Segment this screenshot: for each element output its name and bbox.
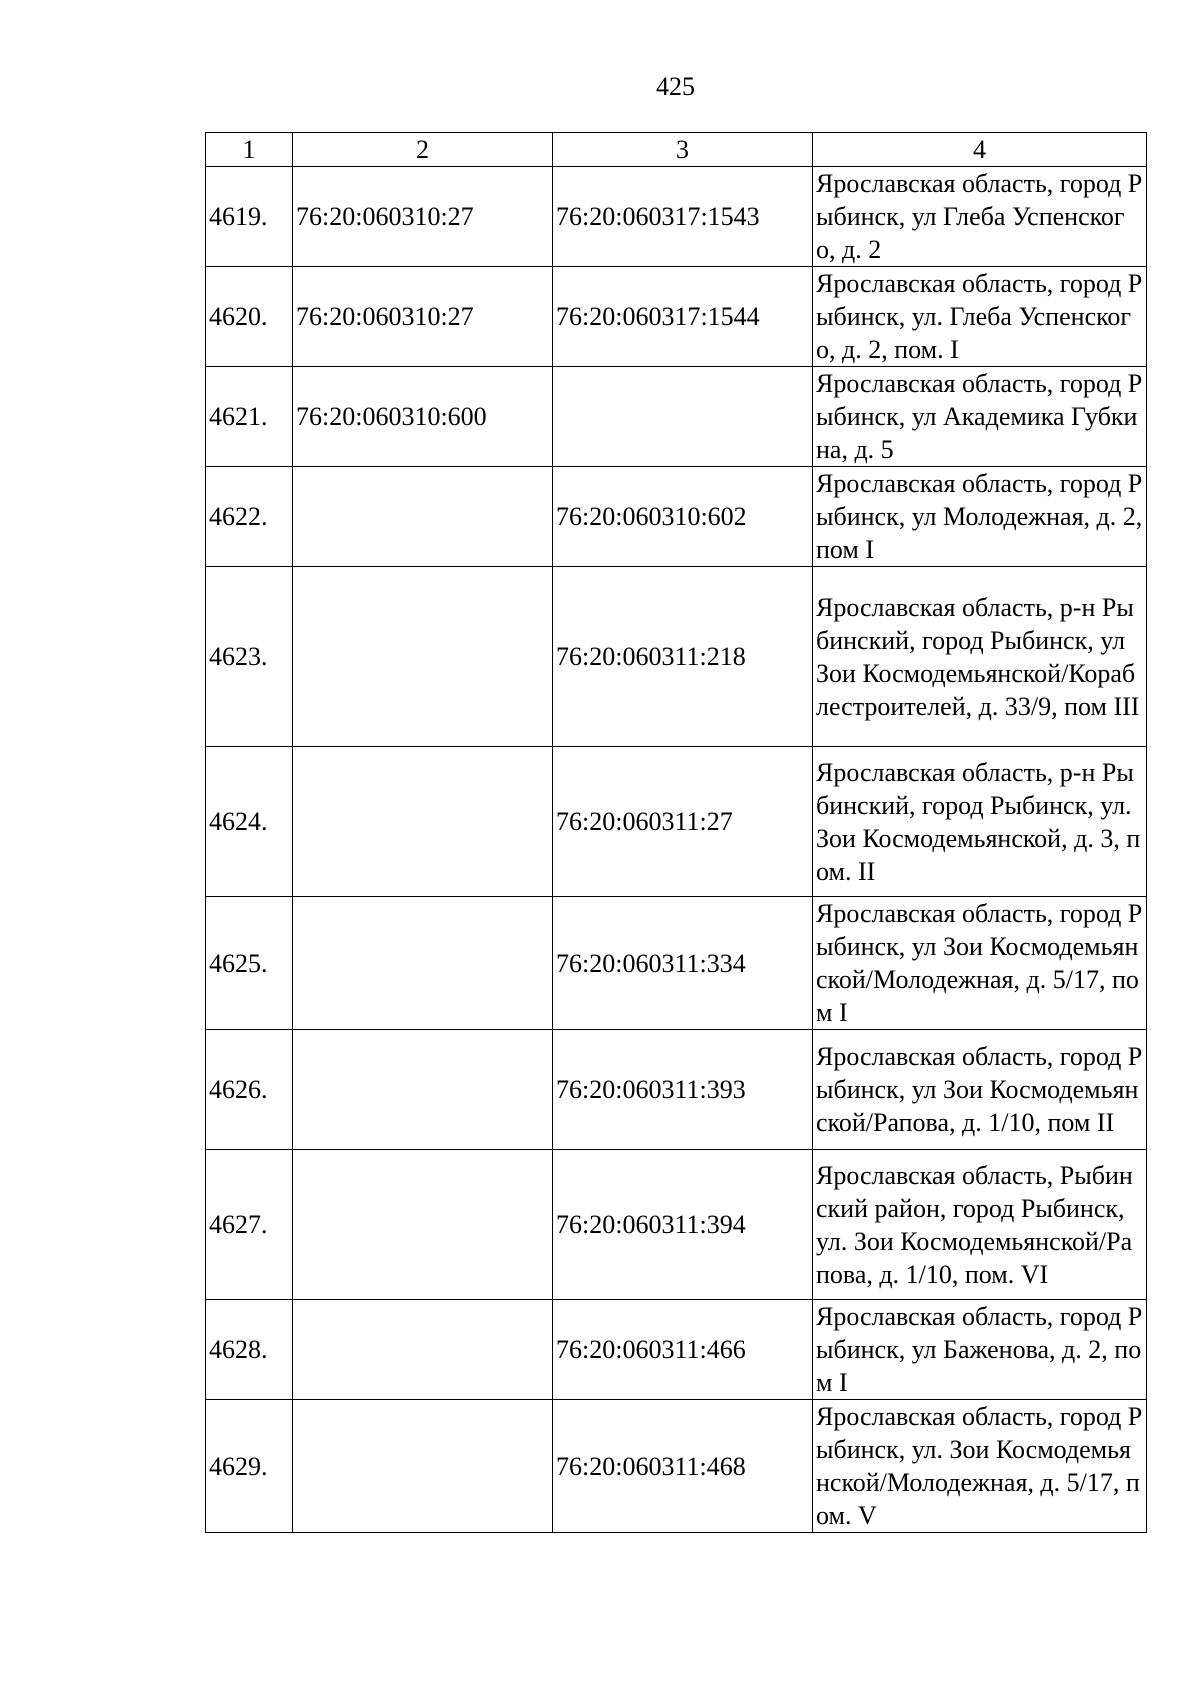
address-cell: Ярославская область, Рыбинский район, город Рыбинск, ул. Зои Космодемьянской/Рапова, д. 1/10, пом. VI xyxy=(813,1150,1147,1300)
column-header-3: 3 xyxy=(553,133,813,167)
address-cell: Ярославская область, город Рыбинск, ул. Глеба Успенского, д. 2, пом. I xyxy=(813,267,1147,367)
cadastral-number-3-cell: 76:20:060310:602 xyxy=(553,467,813,567)
table-row xyxy=(206,1300,1147,1400)
address-cell: Ярославская область, р-н Рыбинский, город Рыбинск, ул. Зои Космодемьянской, д. 3, пом. II xyxy=(813,747,1147,897)
column-header-1: 1 xyxy=(206,133,293,167)
row-number-cell: 4622. xyxy=(206,467,293,567)
cadastral-number-3-cell xyxy=(553,367,813,467)
column-header-4: 4 xyxy=(813,133,1147,167)
address-cell: Ярославская область, город Рыбинск, ул. Зои Космодемьянской/Молодежная, д. 5/17, пом. V xyxy=(813,1400,1147,1533)
row-number-cell: 4627. xyxy=(206,1150,293,1300)
cadastral-number-2-cell xyxy=(293,1400,553,1533)
address-cell: Ярославская область, город Рыбинск, ул Глеба Успенского, д. 2 xyxy=(813,167,1147,267)
address-cell: Ярославская область, город Рыбинск, ул Баженова, д. 2, пом I xyxy=(813,1300,1147,1400)
address-cell: Ярославская область, город Рыбинск, ул Академика Губкина, д. 5 xyxy=(813,367,1147,467)
cadastral-number-2-cell xyxy=(293,1150,553,1300)
cadastral-number-2-cell xyxy=(293,1300,553,1400)
column-header-2: 2 xyxy=(293,133,553,167)
page-number: 425 xyxy=(656,72,695,101)
table-header-row xyxy=(206,133,1147,167)
cadastral-number-2-cell: 76:20:060310:600 xyxy=(293,367,553,467)
cadastral-number-3-cell: 76:20:060311:468 xyxy=(553,1400,813,1533)
table-body xyxy=(206,133,1147,1533)
address-cell: Ярославская область, город Рыбинск, ул Зои Космодемьянской/Рапова, д. 1/10, пом II xyxy=(813,1030,1147,1150)
table-row xyxy=(206,1150,1147,1300)
registry-table xyxy=(205,132,1147,1533)
cadastral-number-3-cell: 76:20:060317:1544 xyxy=(553,267,813,367)
cadastral-number-3-cell: 76:20:060317:1543 xyxy=(553,167,813,267)
row-number-cell: 4623. xyxy=(206,567,293,747)
table-row xyxy=(206,1030,1147,1150)
cadastral-number-3-cell: 76:20:060311:393 xyxy=(553,1030,813,1150)
cadastral-number-2-cell xyxy=(293,1030,553,1150)
cadastral-number-3-cell: 76:20:060311:394 xyxy=(553,1150,813,1300)
cadastral-number-2-cell: 76:20:060310:27 xyxy=(293,167,553,267)
table-row xyxy=(206,1400,1147,1533)
row-number-cell: 4624. xyxy=(206,747,293,897)
cadastral-number-2-cell xyxy=(293,467,553,567)
cadastral-number-2-cell xyxy=(293,897,553,1030)
address-cell: Ярославская область, город Рыбинск, ул Молодежная, д. 2, пом I xyxy=(813,467,1147,567)
row-number-cell: 4626. xyxy=(206,1030,293,1150)
row-number-cell: 4625. xyxy=(206,897,293,1030)
table-row xyxy=(206,167,1147,267)
cadastral-number-2-cell xyxy=(293,567,553,747)
cadastral-number-3-cell: 76:20:060311:466 xyxy=(553,1300,813,1400)
cadastral-number-3-cell: 76:20:060311:218 xyxy=(553,567,813,747)
cadastral-number-3-cell: 76:20:060311:27 xyxy=(553,747,813,897)
table-row xyxy=(206,747,1147,897)
address-cell: Ярославская область, р-н Рыбинский, город Рыбинск, ул Зои Космодемьянской/Кораблестроителей, д. 33/9, пом III xyxy=(813,567,1147,747)
row-number-cell: 4628. xyxy=(206,1300,293,1400)
row-number-cell: 4620. xyxy=(206,267,293,367)
cadastral-number-2-cell xyxy=(293,747,553,897)
table-row xyxy=(206,267,1147,367)
row-number-cell: 4629. xyxy=(206,1400,293,1533)
cadastral-number-2-cell: 76:20:060310:27 xyxy=(293,267,553,367)
table-row xyxy=(206,567,1147,747)
cadastral-number-3-cell: 76:20:060311:334 xyxy=(553,897,813,1030)
row-number-cell: 4619. xyxy=(206,167,293,267)
row-number-cell: 4621. xyxy=(206,367,293,467)
table-row xyxy=(206,467,1147,567)
table-row xyxy=(206,897,1147,1030)
address-cell: Ярославская область, город Рыбинск, ул Зои Космодемьянской/Молодежная, д. 5/17, пом I xyxy=(813,897,1147,1030)
table-row xyxy=(206,367,1147,467)
